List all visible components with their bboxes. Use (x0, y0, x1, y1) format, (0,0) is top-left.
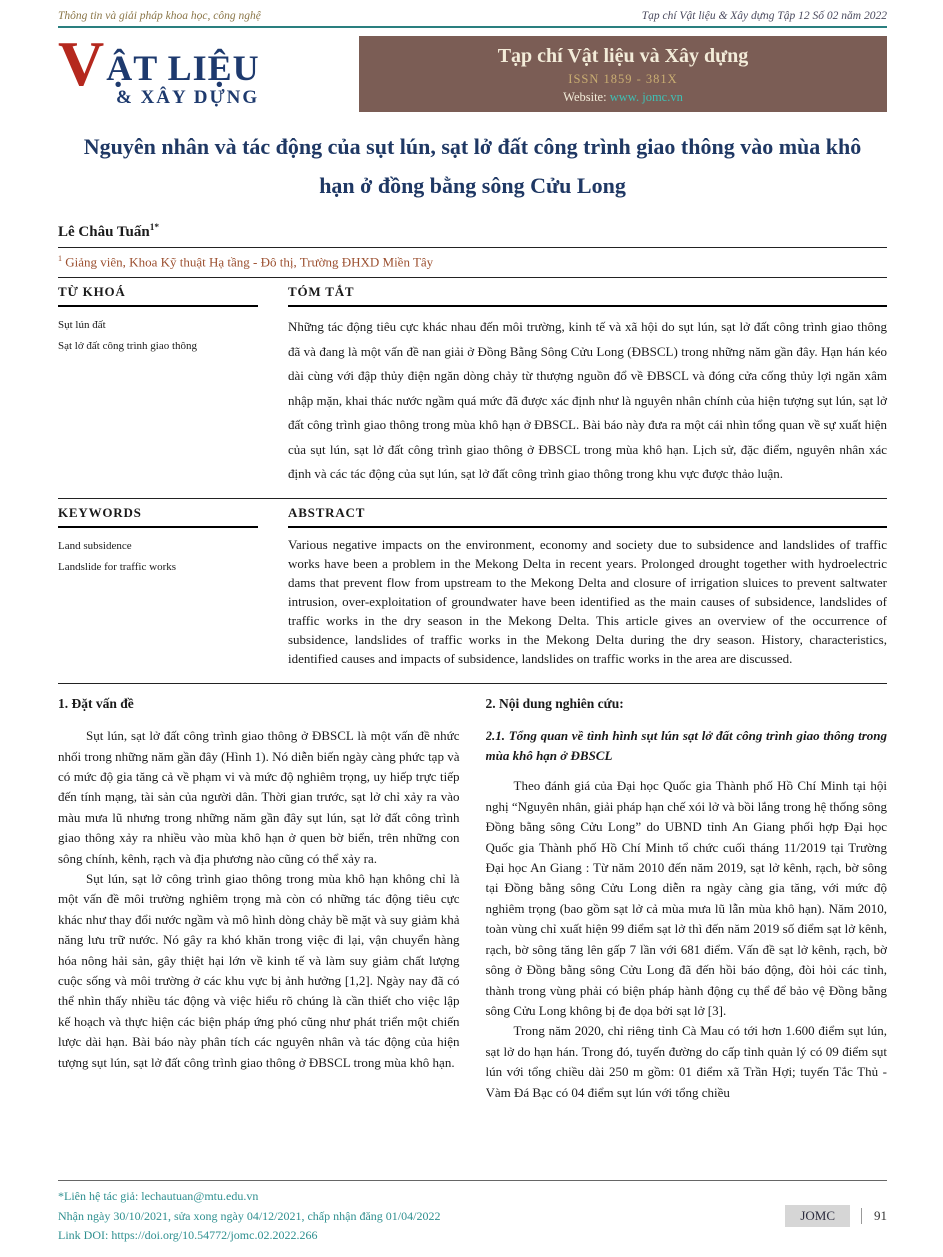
abstract-vi-text: Những tác động tiêu cực khác nhau đến môi trường, kinh tế và xã hội do sụt lún, sạt lở đất công trình giao thông đã và đang là một vấn đề nan giải ở Đồng Bằng Sông Cửu Long (ĐBSCL) trong những năm gần đây. Hạn hán kéo dài cùng với đập thủy điện ngăn dòng chảy từ thượng nguồn đổ về ĐBSCL và đóng cửa cống thủy lợi ngăn xâm nhập mặn, khai thác nước ngầm quá mức đã được xác định như là nguyên nhân chính của hiện tượng sụt lún, sạt lở đất công trình giao thông trong mùa khô hạn ở ĐBSCL. Bài báo này đưa ra một cái nhìn tổng quan về sự xuất hiện của sụt lún, sạt lở đất công trình giao thông ở ĐBSCL trong mùa khô hạn. Lịch sử, đặc điểm, nguyên nhân xác định và các tác động của sụt lún, sạt lở đất công trình giao thông trong khu vực được thảo luận. (288, 319, 887, 481)
contact-email-link[interactable]: lechautuan@mtu.edu.vn (141, 1189, 259, 1204)
abstract-en-heading: ABSTRACT (288, 499, 887, 528)
keyword-item: Landslide for traffic works (58, 561, 177, 574)
masthead-tagline: Thông tin và giải pháp khoa học, công nghệ (58, 10, 261, 22)
contact-label: *Liên hệ tác giả: (58, 1189, 142, 1204)
footer-page-info (785, 1205, 887, 1227)
footer-info (58, 1187, 440, 1245)
page-number: 91 (861, 1208, 887, 1224)
logo-name: ẬT LIỆU (106, 48, 260, 89)
journal-logo (58, 28, 353, 112)
doi-label: Link DOI: (58, 1227, 112, 1242)
abstract-en-text: Various negative impacts on the environment, economy and society due to subsidence and landslides of traffic works have been a problem in the Mekong Delta in recent years. Prolonged drought together with hydroelectric dams that prevent flow from upstream to the Mekong Delta and closure of irrigation sluices to prevent saltwater intrusion, over-exploitation of groundwater have been identified as the main causes of subsidence, landslides of traffic works in the dry season in the Mekong Delta. This article gives an overview of the occurrence of subsidence, landslides of traffic works in the Mekong Delta during the dry season. History, characteristics, identified causes and impacts of subsidence, landslides on traffic works in the area are discussed. (288, 537, 887, 667)
masthead-issue-info: Tạp chí Vật liệu & Xây dựng Tập 12 Số 02 năm 2022 (641, 10, 887, 22)
affiliation-superscript: 1 (58, 254, 63, 263)
affiliation (58, 248, 887, 277)
body-left-column (58, 696, 460, 1180)
affiliation-text: Giảng viên, Khoa Kỹ thuật Hạ tầng - Đô thị, Trường ĐHXD Miền Tây (65, 254, 434, 270)
section-1-heading: 1. Đặt vấn đề (58, 696, 134, 712)
masthead-divider (58, 26, 887, 28)
keyword-item: Sụt lún đất (58, 319, 106, 332)
abstract-vi-heading: TÓM TẮT (288, 278, 887, 307)
author-name: Lê Châu Tuấn (58, 224, 150, 240)
keywords-en-heading: KEYWORDS (58, 499, 258, 528)
paragraph: Trong năm 2020, chỉ riêng tỉnh Cà Mau có tới hơn 1.600 điểm sụt lún, sạt lở do hạn hán. Trong đó, tuyến đường do cấp tỉnh quản lý có 09 điểm sụt lún với tổng chiều dài 250 m gồm: 01 điểm xã Trần Hợi; tuyến Tắc Thủ - Vàm Đá Bạc có 04 điểm sụt lún với tổng chiều (485, 1023, 887, 1100)
keywords-vi-heading: TỪ KHOÁ (58, 278, 258, 307)
keywords-abstract-vi-section (58, 277, 887, 486)
jomc-badge: JOMC (785, 1205, 850, 1227)
paragraph: Sụt lún, sạt lở đất công trình giao thông ở ĐBSCL là một vấn đề nhức nhối trong những năm gần đây (Hình 1). Nó diễn biến ngày càng phức tạp và có mức độ gia tăng cả về phạm vi và mức độ nghiêm trọng, uy hiếp trực tiếp đến tính mạng, tài sản của người dân. Thời gian trước, sạt lở chỉ xảy ra vào màu mưa lũ nhưng trong những năm gần đây sụt lún, sạt lở đất công trình giao thông xảy ra nhiều vào mùa khô hạn ở quen bờ biển, trên những con sông chính, kênh, rạch và địa phương nào cũng có thể xảy ra. (58, 728, 460, 866)
keyword-item: Sạt lở đất công trình giao thông (58, 340, 198, 353)
footer-doi-line (58, 1226, 440, 1245)
logo-subname: & XÂY DỰNG (116, 87, 260, 109)
logo-initial-v: V (58, 28, 105, 99)
footer-contact-line (58, 1187, 440, 1206)
banner-website-line (369, 90, 877, 105)
author-row (58, 223, 887, 241)
author-superscript: 1* (149, 223, 160, 233)
doi-link[interactable]: https://doi.org/10.54772/jomc.02.2022.266 (111, 1227, 318, 1242)
keywords-abstract-en-section (58, 498, 887, 669)
body-right-column (486, 696, 888, 1180)
website-label: Website: (563, 90, 610, 104)
banner-issn: ISSN 1859 - 381X (568, 72, 678, 86)
paragraph: Sụt lún, sạt lở công trình giao thông trong mùa khô hạn không chỉ là một vấn đề môi trường nghiêm trọng mà còn có những tác động tiêu cực khác như thay đổi nước ngầm và mô hình dòng chảy bề mặt và suy giảm khả năng lưu trữ nước. Nó gây ra khó khăn trong việc đi lại, vận chuyển hàng hóa nông hải sản, gây thiệt hại lớn về kinh tế và làm suy giảm chất lượng cuộc sống và môi trường ở các khu vực bị ảnh hưởng [1,2]. Ngày nay đã có thể nhìn thấy nhiều tác động và việc hiểu rõ chúng là cần thiết cho việc lập kế hoạch và thực hiện các biện pháp ứng phó cũng như phát triển một chiến lược dài hạn. Bài báo này phân tích các nguyên nhân và tác động của hiện tượng sụt lún, sạt lở đất công trình giao thông ở ĐBSCL trong mùa khô hạn. (58, 871, 460, 1070)
banner-journal-name: Tạp chí Vật liệu và Xây dựng (497, 45, 749, 67)
paragraph: Theo đánh giá của Đại học Quốc gia Thành phố Hồ Chí Minh tại hội nghị “Nguyên nhân, giải pháp hạn chế xói lở và bồi lắng trong hệ thống sông Đồng bằng sông Cửu Long” do UBND tỉnh An Giang phối hợp Đại học Quốc gia Thành phố Hồ Chí Minh tổ chức cuối tháng 11/2019 tại Trường Đại học An Giang : Từ năm 2010 đến năm 2019, sạt lở kênh, rạch, bờ sông tại Đồng bằng sông Cửu Long diễn ra ngày càng gia tăng, với mức độ nghiêm trọng (bao gồm sạt lở cả mùa mưa lũ lẫn mùa khô hạn). Năm 2010, toàn vùng chỉ xuất hiện 99 điểm sạt lở thì đến năm 2019 số điểm sạt lở kênh, rạch, bờ sông tăng lên gấp 7 lần với 681 điểm. Vấn đề sạt lở kênh, rạch, bờ sông ở Đồng bằng sông Cửu Long đã đến hồi báo động, đòi hỏi các tỉnh, thành trong vùng phải có biện pháp hành động cụ thể để bảo vệ Đồng bằng sông Cửu Long không bị đe dọa bởi sạt lở [3]. (485, 778, 887, 1018)
footer-dates: Nhận ngày 30/10/2021, sửa xong ngày 04/12/2021, chấp nhận đăng 01/04/2022 (58, 1208, 441, 1223)
section-2-heading: 2. Nội dung nghiên cứu: (485, 696, 624, 712)
website-url-link[interactable]: www. jomc.vn (609, 90, 683, 104)
keyword-item: Land subsidence (58, 540, 132, 553)
article-title: Nguyên nhân và tác động của sụt lún, sạt lở đất công trình giao thông vào mùa khô hạn ở đồng bằng sông Cửu Long (83, 134, 862, 198)
page-footer (58, 1180, 887, 1245)
masthead (58, 10, 887, 22)
keywords-en-list (58, 528, 258, 669)
article-body (58, 683, 887, 1180)
brand-row (58, 28, 887, 112)
section-2-1-heading: 2.1. Tổng quan về tình hình sụt lún sạt lở đất công trình giao thông trong mùa khô hạn ở ĐBSCL (485, 728, 887, 764)
keywords-vi-list (58, 307, 258, 486)
journal-banner (359, 36, 887, 112)
